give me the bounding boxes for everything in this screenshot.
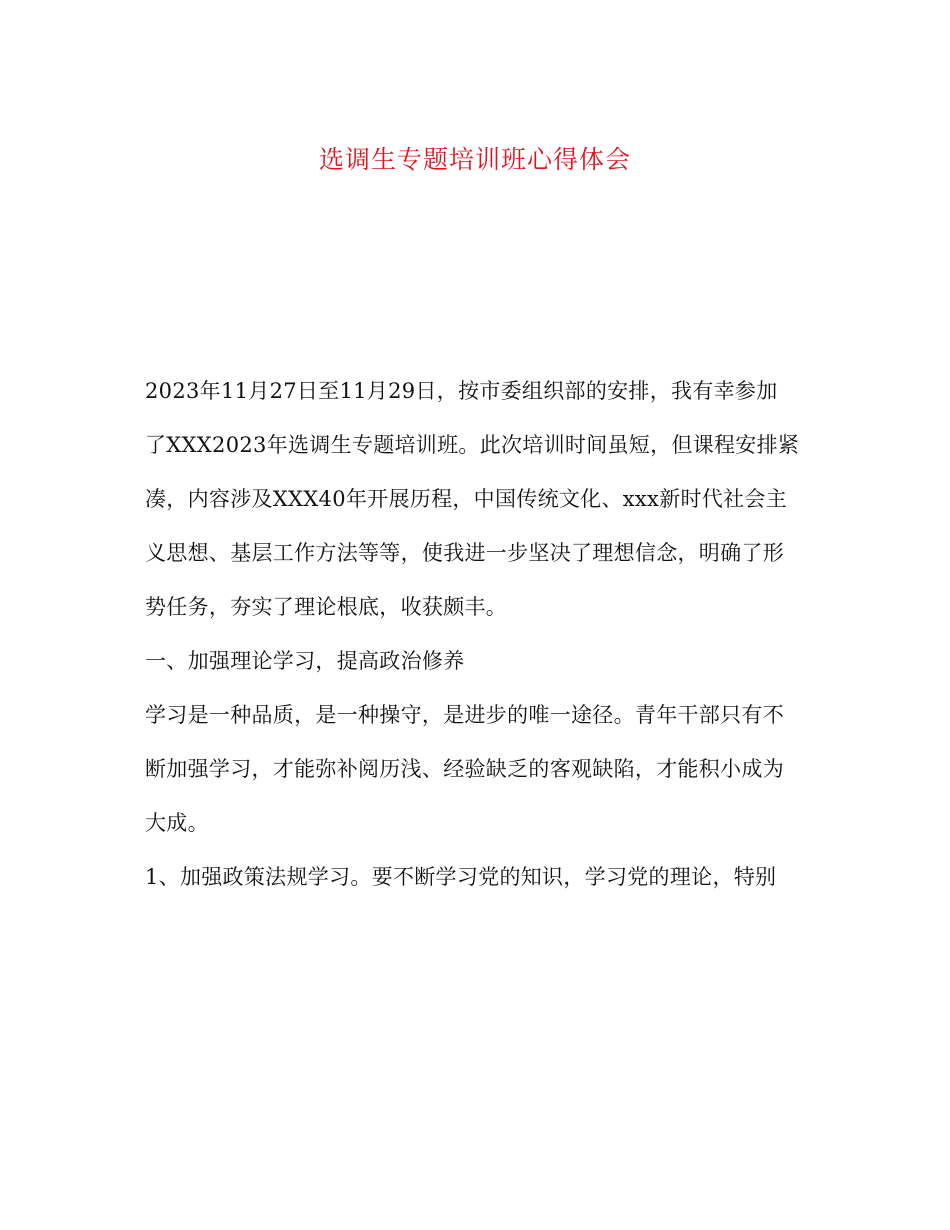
body-line: 凑，内容涉及XXX40年开展历程，中国传统文化、xxx新时代社会主 xyxy=(145,487,787,511)
section-heading: 一、加强理论学习，提高政治修养 xyxy=(145,649,465,673)
body-line: 义思想、基层工作方法等等，使我进一步坚决了理想信念，明确了形 xyxy=(145,541,784,565)
body-line: 学习是一种品质，是一种操守，是进步的唯一途径。青年干部只有不 xyxy=(145,703,784,727)
body-line: 2023年11月27日至11月29日，按市委组织部的安排，我有幸参加 xyxy=(145,379,778,403)
document-body xyxy=(145,368,805,908)
body-line: 1、加强政策法规学习。要不断学习党的知识，学习党的理论，特别 xyxy=(145,865,777,889)
body-line: 断加强学习，才能弥补阅历浅、经验缺乏的客观缺陷，才能积小成为 xyxy=(145,757,784,781)
document-title: 选调生专题培训班心得体会 xyxy=(318,145,631,174)
body-line: 了XXX2023年选调生专题培训班。此次培训时间虽短，但课程安排紧 xyxy=(145,433,800,457)
body-line: 大成。 xyxy=(145,811,209,835)
body-line: 势任务，夯实了理论根底，收获颇丰。 xyxy=(145,595,508,619)
